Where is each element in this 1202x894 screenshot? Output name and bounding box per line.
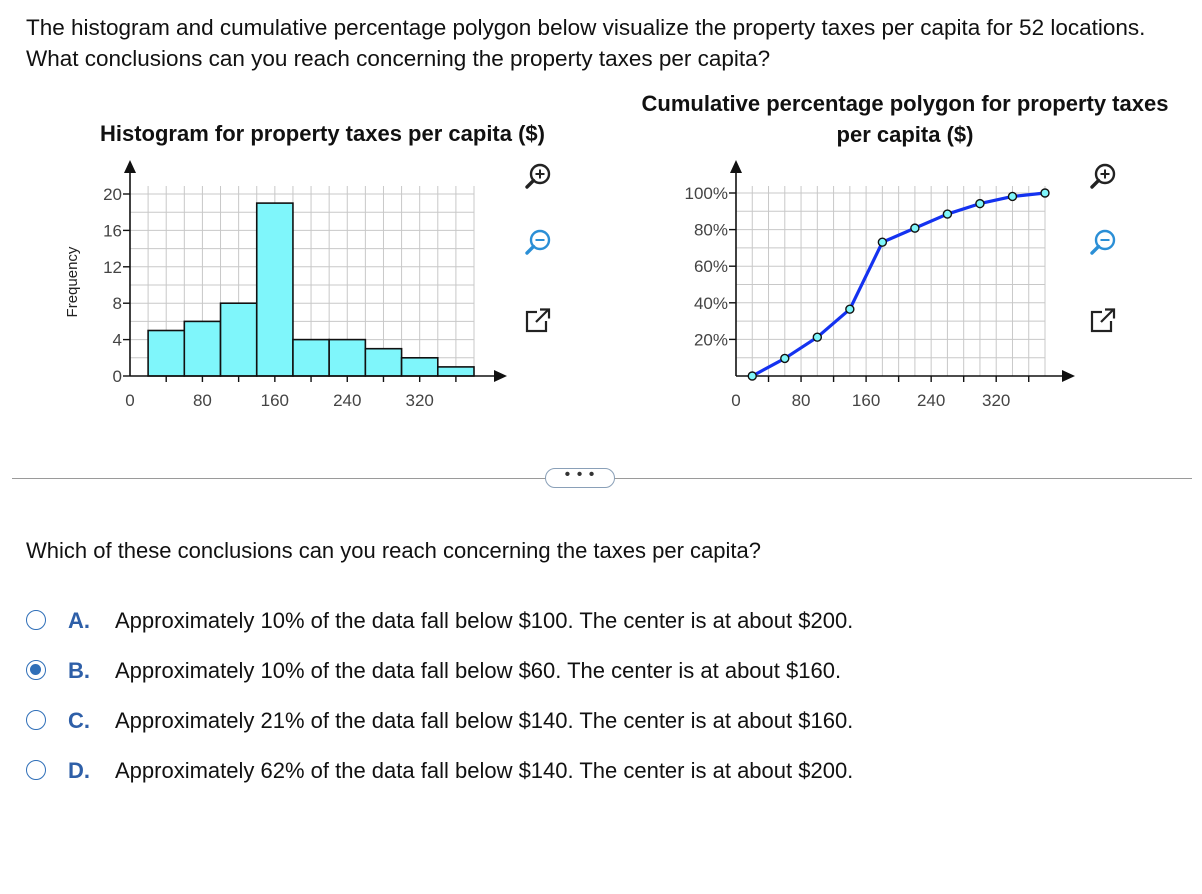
cumulative-point: [748, 372, 756, 380]
cumulative-point: [976, 200, 984, 208]
cumulative-point: [1041, 189, 1049, 197]
option-a-text: Approximately 10% of the data fall below $100. The center is at about $200.: [115, 608, 854, 633]
option-a-letter: A.: [68, 608, 90, 633]
histogram-y-tick-label: 8: [112, 294, 122, 314]
zoom-out-icon[interactable]: [522, 226, 554, 258]
histogram-x-tick-label: 160: [260, 391, 290, 410]
histogram-title: Histogram for property taxes per capita ($): [99, 121, 545, 146]
cumulative-y-tick-label: 60%: [693, 257, 728, 277]
histogram-x-tick-label: 240: [333, 391, 362, 410]
histogram-y-tick-label: 20: [103, 185, 122, 204]
zoom-out-icon[interactable]: [1087, 226, 1119, 258]
cumulative-x-tick-label: 240: [916, 391, 946, 410]
option-c-letter: C.: [68, 708, 90, 733]
option-c-text: Approximately 21% of the data fall below $140. The center is at about $160.: [115, 708, 854, 733]
histogram-y-tick-label: 4: [112, 330, 122, 350]
histogram-y-tick-label: 0: [112, 367, 122, 386]
external-link-icon[interactable]: [1087, 304, 1119, 336]
cumulative-polygon-chart: [0, 0, 1202, 420]
expand-more-button[interactable]: • • •: [545, 468, 615, 488]
histogram-y-tick-label: 12: [103, 257, 122, 277]
question-text: The histogram and cumulative percentage polygon below visualize the property taxes per capita for 52 locations. What conclusions can you reach concerning the property taxes per capita?: [26, 15, 1146, 71]
external-link-icon[interactable]: [522, 304, 554, 336]
cumulative-grid: [736, 186, 1045, 376]
cumulative-y-tick-label: 80%: [693, 220, 728, 240]
cumulative-point: [846, 305, 854, 313]
sub-question-text: Which of these conclusions can you reach concerning the taxes per capita?: [26, 538, 761, 563]
histogram-y-tick-label: 16: [103, 221, 122, 241]
cumulative-polygon-title: Cumulative percentage polygon for property taxes per capita ($): [641, 91, 1169, 147]
cumulative-y-tick-label: 20%: [693, 330, 728, 350]
option-b-letter: B.: [68, 658, 90, 683]
option-c-radio[interactable]: [26, 710, 46, 730]
cumulative-y-tick-label: 40%: [693, 293, 728, 313]
cumulative-point: [911, 224, 919, 232]
cumulative-y-axis-arrow: [730, 160, 742, 173]
cumulative-x-axis-arrow: [1062, 370, 1075, 382]
cumulative-point: [781, 354, 789, 362]
histogram-y-axis-label: Frequency: [64, 246, 81, 318]
option-b-text: Approximately 10% of the data fall below $60. The center is at about $160.: [115, 658, 842, 683]
cumulative-point: [943, 210, 951, 218]
option-b-radio[interactable]: [26, 660, 46, 680]
option-d-letter: D.: [68, 758, 90, 783]
option-d-text: Approximately 62% of the data fall below $140. The center is at about $200.: [115, 758, 854, 783]
cumulative-y-tick-label: 100%: [684, 184, 728, 203]
cumulative-x-tick-label: 320: [982, 391, 1011, 410]
zoom-in-icon[interactable]: [522, 160, 554, 192]
cumulative-x-tick-label: 0: [731, 391, 741, 410]
cumulative-point: [813, 333, 821, 341]
cumulative-point: [1008, 192, 1016, 200]
histogram-x-tick-label: 320: [405, 391, 434, 410]
histogram-x-tick-label: 0: [125, 391, 135, 410]
option-a-radio[interactable]: [26, 610, 46, 630]
option-d-radio[interactable]: [26, 760, 46, 780]
cumulative-x-tick-label: 80: [791, 391, 811, 410]
histogram-x-tick-label: 80: [192, 391, 212, 410]
cumulative-point: [878, 238, 886, 246]
zoom-in-icon[interactable]: [1087, 160, 1119, 192]
cumulative-x-tick-label: 160: [851, 391, 881, 410]
